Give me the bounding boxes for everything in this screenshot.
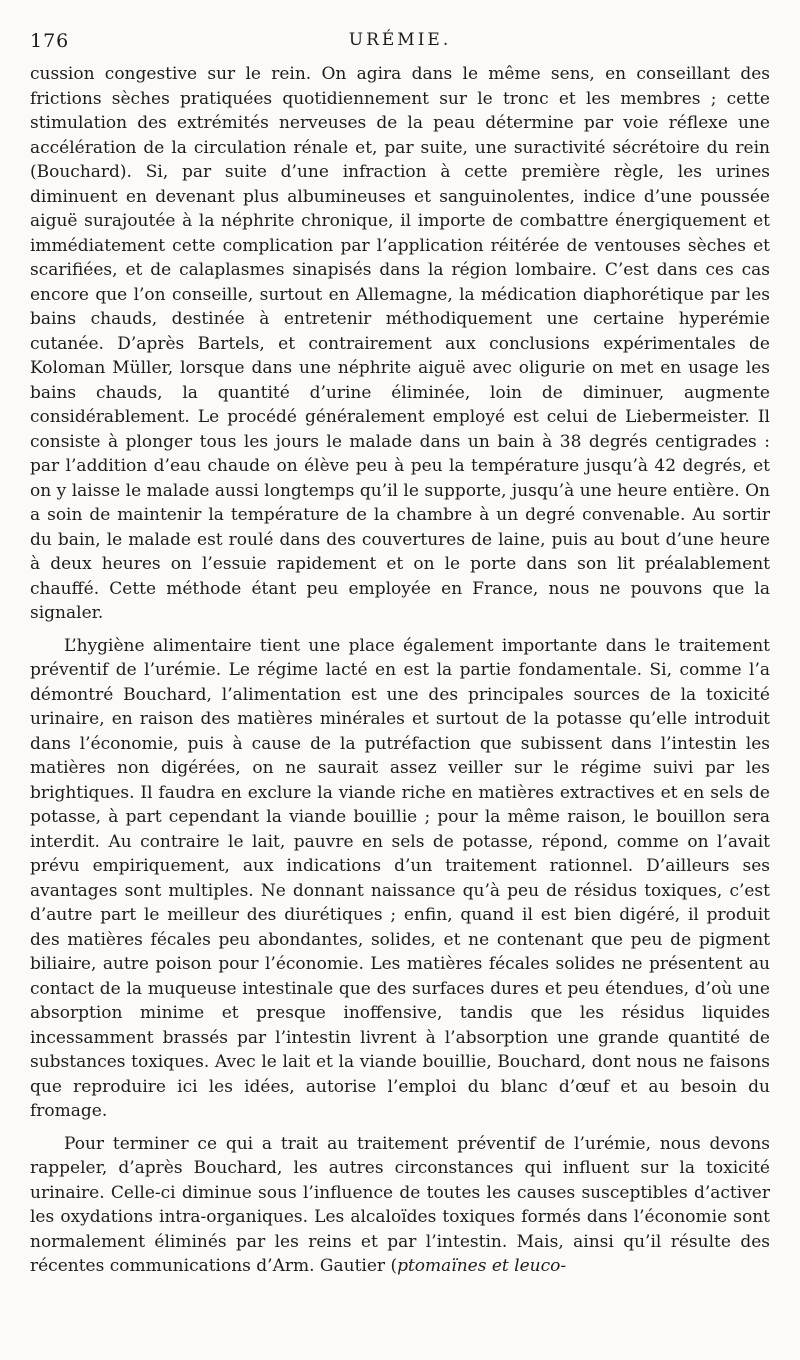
paragraph xyxy=(30,1132,770,1279)
running-title: URÉMIE. xyxy=(348,30,452,50)
body-text xyxy=(30,62,770,1279)
page-header xyxy=(30,30,770,54)
paragraph: L’hygiène alimentaire tient une place également importante dans le traitement préventif de l’urémie. Le régime lacté en est la partie fondamentale. Si, comme l’a démontré Bouchard, l’alimentation est une des principales sources de la toxicité urinaire, en raison des matières minérales et surtout de la potasse qu’elle introduit dans l’économie, puis à cause de la putréfaction que subissent dans l’intestin les matières non digérées, on ne saurait assez veiller sur le régime suivi par les brightiques. Il faudra en exclure la viande riche en matières extractives et en sels de potasse, à part cependant la viande bouillie ; pour la même raison, le bouillon sera interdit. Au contraire le lait, pauvre en sels de potasse, répond, comme on l’avait prévu empiriquement, aux indications d’un traitement rationnel. D’ailleurs ses avantages sont multiples. Ne donnant naissance qu’à peu de résidus toxiques, c’est d’autre part le meilleur des diurétiques ; enfin, quand il est bien digéré, il produit des matières fécales peu abondantes, solides, et ne contenant que peu de pigment biliaire, autre poison pour l’économie. Les matières fécales solides ne présentent au contact de la muqueuse intestinale que des surfaces dures et peu étendues, d’où une absorption minime et presque inoffensive, tandis que les résidus liquides incessamment brassés par l’intestin livrent à l’absorption une grande quantité de substances toxiques. Avec le lait et la viande bouillie, Bouchard, dont nous ne faisons que reproduire ici les idées, autorise l’emploi du blanc d’œuf et au besoin du fromage. xyxy=(30,635,770,1121)
italic-text: ptomaïnes et leuco- xyxy=(397,1256,567,1276)
paragraph: cussion congestive sur le rein. On agira dans le même sens, en conseillant des frictions sèches pratiquées quotidiennement sur le tronc et les membres ; cette stimulation des extrémités nerveuses de la peau détermine par voie réflexe une accélération de la circulation rénale et, par suite, une suractivité sécrétoire du rein (Bouchard). Si, par suite d’une infraction à cette première règle, les urines diminuent en devenant plus albumineuses et sanguinolentes, indice d’une poussée aiguë surajoutée à la néphrite chronique, il importe de combattre énergiquement et immédiatement cette complication par l’application réitérée de ventouses sèches et scarifiées, et de calaplasmes sinapisés dans la région lombaire. C’est dans ces cas encore que l’on conseille, surtout en Allemagne, la médication diaphorétique par les bains chauds, destinée à entretenir méthodiquement une certaine hyperémie cutanée. D’après Bartels, et contrairement aux conclusions expérimentales de Koloman Müller, lorsque dans une néphrite aiguë avec oligurie on met en usage les bains chauds, la quantité d’urine éliminée, loin de diminuer, augmente considérablement. Le procédé généralement employé est celui de Liebermeister. Il consiste à plonger tous les jours le malade dans un bain à 38 degrés centigrades : par l’addition d’eau chaude on élève peu à peu la température jusqu’à 42 degrés, et on y laisse le malade aussi longtemps qu’il le supporte, jusqu’à une heure entière. On a soin de maintenir la température de la chambre à un degré convenable. Au sortir du bain, le malade est roulé dans des couvertures de laine, puis au bout d’une heure à deux heures on l’essuie rapidement et on le porte dans son lit préalablement chauffé. Cette méthode étant peu employée en France, nous ne pouvons que la signaler. xyxy=(30,64,770,623)
page-number: 176 xyxy=(30,30,70,52)
paragraph-text: Pour terminer ce qui a trait au traitement préventif de l’urémie, nous devons rappeler, d’après Bouchard, les autres circonstances qui influent sur la toxicité urinaire. Celle-ci diminue sous l’influence de toutes les causes susceptibles d’activer les oxydations intra-organiques. Les alcaloïdes toxiques formés dans l’économie sont normalement éliminés par les reins et par l’intestin. Mais, ainsi qu’il résulte des récentes communications d’Arm. Gautier ( xyxy=(30,1133,770,1276)
